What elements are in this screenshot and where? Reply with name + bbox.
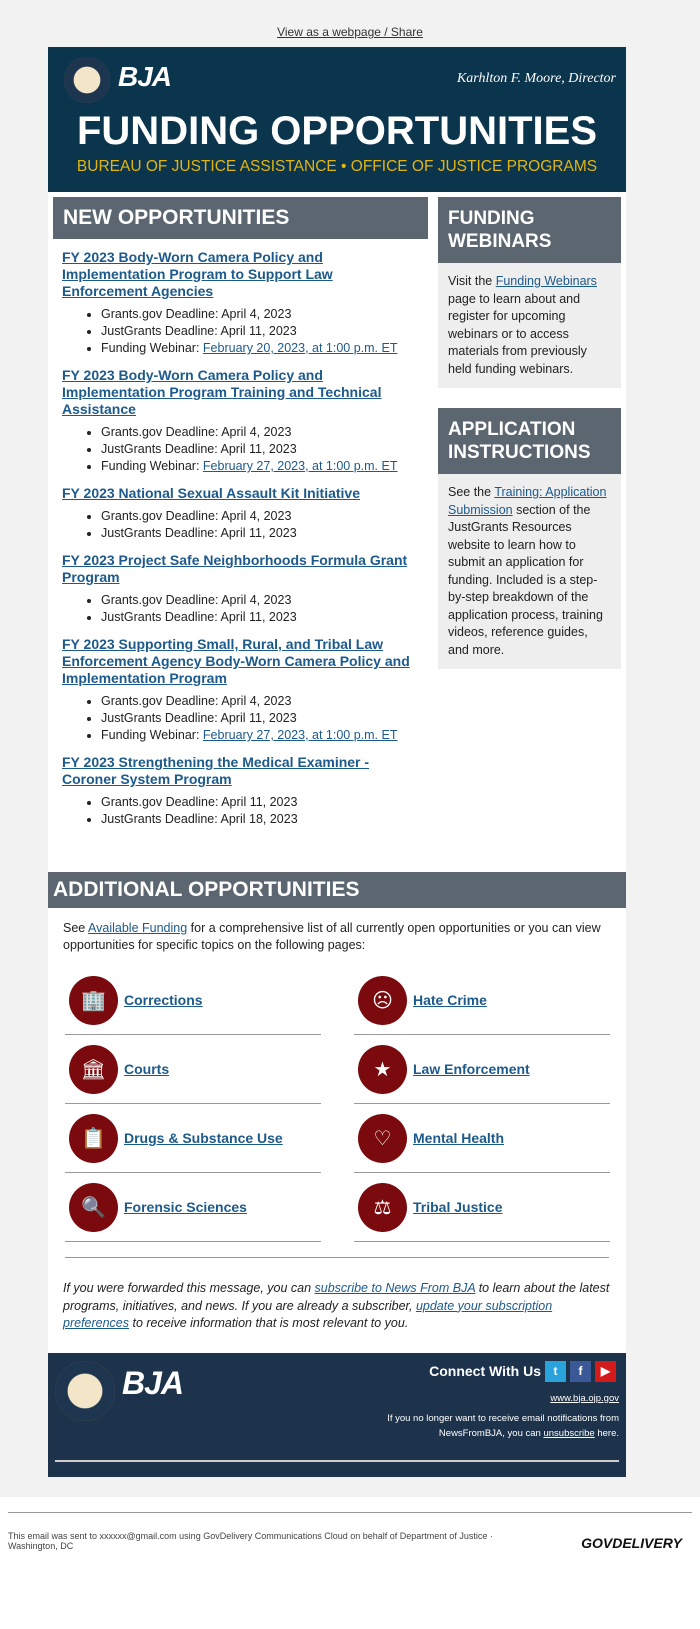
deadline-list	[62, 306, 419, 357]
clipboard-icon[interactable]: 📋	[69, 1114, 118, 1163]
webinars-heading: FUNDING WEBINARS	[438, 197, 621, 263]
doj-seal-logo	[55, 1361, 115, 1421]
topic-link[interactable]: Law Enforcement	[413, 1061, 530, 1077]
bja-logo: BJA	[122, 1364, 184, 1401]
webinars-box: Visit the Funding Webinars page to learn about and register for upcoming webinars or to access materials from previously held funding webinars.	[438, 263, 621, 388]
magnifier-icon[interactable]: 🔍	[69, 1183, 118, 1232]
grants-deadline: • Grants.gov Deadline: April 4, 2023	[101, 693, 419, 710]
opportunity-title-link[interactable]: FY 2023 Strengthening the Medical Examiner - Coroner System Program	[62, 754, 370, 787]
grants-deadline: • Grants.gov Deadline: April 4, 2023	[101, 508, 419, 525]
topic-item[interactable]	[65, 1035, 321, 1104]
head-icon[interactable]: ☹	[358, 976, 407, 1025]
topic-item[interactable]	[354, 1104, 610, 1173]
funding-webinar: • Funding Webinar: February 27, 2023, at 1:00 p.m. ET	[101, 727, 419, 744]
funding-webinar: • Funding Webinar: February 20, 2023, at 1:00 p.m. ET	[101, 340, 419, 357]
deadline-list	[62, 508, 419, 542]
forward-note: If you were forwarded this message, you can subscribe to News From BJA to learn about the latest programs, initiatives, and news. If you are already a subscriber, update your subscription preferences to receive information that is most relevant to you.	[63, 1281, 610, 1330]
deadline-list	[62, 693, 419, 744]
header-banner	[48, 47, 626, 192]
grants-deadline: • Grants.gov Deadline: April 11, 2023	[101, 794, 419, 811]
justgrants-deadline: • JustGrants Deadline: April 11, 2023	[101, 441, 419, 458]
youtube-icon[interactable]: ▶	[595, 1361, 616, 1382]
topic-link[interactable]: Corrections	[124, 992, 203, 1008]
update-preferences-link[interactable]: update your subscription preferences	[63, 1298, 553, 1330]
funding-webinars-link[interactable]: Funding Webinars	[495, 274, 597, 288]
opportunity-title-link[interactable]: FY 2023 Project Safe Neighborhoods Formula Grant Program	[62, 552, 408, 585]
courthouse-icon[interactable]: 🏛	[69, 1045, 118, 1094]
twitter-icon[interactable]: t	[545, 1361, 566, 1382]
instructions-box: See the Training: Application Submission section of the JustGrants Resources website to learn how to submit an application for funding. Included is a step-by-step breakdown of the application process, training videos, reference guides, and more.	[438, 474, 621, 669]
opportunity-title-link[interactable]: FY 2023 National Sexual Assault Kit Initiative	[62, 485, 360, 501]
page-subtitle: BUREAU OF JUSTICE ASSISTANCE • OFFICE OF JUSTICE PROGRAMS	[76, 158, 598, 175]
facebook-icon[interactable]: f	[570, 1361, 591, 1382]
view-as-webpage-link[interactable]: View as a webpage / Share	[277, 25, 423, 39]
badge-icon[interactable]: ★	[358, 1045, 407, 1094]
webinar-link[interactable]: February 27, 2023, at 1:00 p.m. ET	[202, 459, 398, 473]
topic-item[interactable]	[65, 1173, 321, 1242]
brain-icon[interactable]: ♡	[358, 1114, 407, 1163]
topic-item[interactable]	[354, 966, 610, 1035]
new-opportunities-section	[53, 197, 428, 852]
footer	[48, 1353, 626, 1477]
available-funding-link[interactable]: Available Funding	[88, 921, 188, 935]
additional-opportunities-section: ADDITIONAL OPPORTUNITIES See Available Funding for a comprehensive list of all currently open opportunities or you can view opportunities for specific topics on the following pages: 🏢 Corrections ☹ Hate Crime 🏛 Courts ★ Law Enforcement 📋 Drugs & Substance Use ♡ Mental Health 🔍 Forensic Sciences ⚖ Tribal Justice If you were forwarded this message, you can subscribe to News From BJA to learn about the latest programs, initiatives, and news. If you are already a subscriber, update your subscription preferences to receive information that is most relevant to you.	[48, 872, 626, 1353]
deadline-list	[62, 592, 419, 626]
bottom-disclaimer	[8, 1512, 692, 1571]
director-name: Karhlton F. Moore, Director	[456, 71, 616, 86]
opportunity-title-link[interactable]: FY 2023 Body-Worn Camera Policy and Implementation Program to Support Law Enforcement Agencies	[62, 249, 333, 299]
page-title: FUNDING OPPORTUNITIES	[76, 109, 598, 153]
connect-label: Connect With Us	[429, 1363, 541, 1379]
topic-link[interactable]: Mental Health	[413, 1130, 505, 1146]
topic-item[interactable]	[65, 966, 321, 1035]
section-heading: ADDITIONAL OPPORTUNITIES	[48, 872, 626, 908]
website-link[interactable]: www.bja.ojp.gov	[550, 1392, 619, 1404]
topic-link[interactable]: Courts	[124, 1061, 170, 1077]
gavel-icon[interactable]: ⚖	[358, 1183, 407, 1232]
funding-webinar: • Funding Webinar: February 27, 2023, at 1:00 p.m. ET	[101, 458, 419, 475]
justgrants-deadline: • JustGrants Deadline: April 18, 2023	[101, 811, 419, 828]
justgrants-deadline: • JustGrants Deadline: April 11, 2023	[101, 525, 419, 542]
training-link[interactable]: Training: Application Submission	[448, 485, 607, 517]
grants-deadline: • Grants.gov Deadline: April 4, 2023	[101, 306, 419, 323]
unsubscribe-text: If you no longer want to receive email notifications from	[387, 1412, 619, 1424]
webinar-link[interactable]: February 27, 2023, at 1:00 p.m. ET	[202, 728, 398, 742]
grants-deadline: • Grants.gov Deadline: April 4, 2023	[101, 592, 419, 609]
justgrants-deadline: • JustGrants Deadline: April 11, 2023	[101, 609, 419, 626]
deadline-list	[62, 794, 419, 828]
opportunity-title-link[interactable]: FY 2023 Body-Worn Camera Policy and Implementation Program Training and Technical Assistance	[62, 367, 382, 417]
topic-link[interactable]: Forensic Sciences	[124, 1199, 247, 1215]
opportunity-title-link[interactable]: FY 2023 Supporting Small, Rural, and Tribal Law Enforcement Agency Body-Worn Camera Policy and Implementation Program	[62, 636, 410, 686]
unsubscribe-text: here.	[594, 1427, 619, 1439]
topic-item[interactable]	[354, 1035, 610, 1104]
building-icon[interactable]: 🏢	[69, 976, 118, 1025]
webinar-link[interactable]: February 20, 2023, at 1:00 p.m. ET	[202, 341, 398, 355]
topic-link[interactable]: Tribal Justice	[413, 1199, 503, 1215]
disclaimer-location: Washington, DC	[8, 1540, 74, 1551]
justgrants-deadline: • JustGrants Deadline: April 11, 2023	[101, 710, 419, 727]
deadline-list	[62, 424, 419, 475]
subscribe-link[interactable]: subscribe to News From BJA	[314, 1281, 476, 1295]
unsubscribe-text: NewsFromBJA, you can	[438, 1427, 544, 1439]
divider	[55, 1460, 619, 1462]
instructions-heading: APPLICATION INSTRUCTIONS	[438, 408, 621, 474]
bja-logo: BJA	[118, 61, 172, 92]
topic-item[interactable]	[65, 1104, 321, 1173]
govdelivery-logo[interactable]: GOVDELIVERY	[581, 1534, 682, 1551]
grants-deadline: • Grants.gov Deadline: April 4, 2023	[101, 424, 419, 441]
disclaimer-text: This email was sent to xxxxxx@gmail.com using GovDelivery Communications Cloud on behalf of Department of Justice ·	[8, 1530, 493, 1541]
topic-link[interactable]: Drugs & Substance Use	[124, 1130, 283, 1146]
topic-item[interactable]	[354, 1173, 610, 1242]
section-heading: NEW OPPORTUNITIES	[53, 197, 428, 239]
unsubscribe-link[interactable]: unsubscribe	[543, 1427, 595, 1439]
topic-link[interactable]: Hate Crime	[413, 992, 487, 1008]
doj-seal-logo	[64, 57, 110, 103]
justgrants-deadline: • JustGrants Deadline: April 11, 2023	[101, 323, 419, 340]
